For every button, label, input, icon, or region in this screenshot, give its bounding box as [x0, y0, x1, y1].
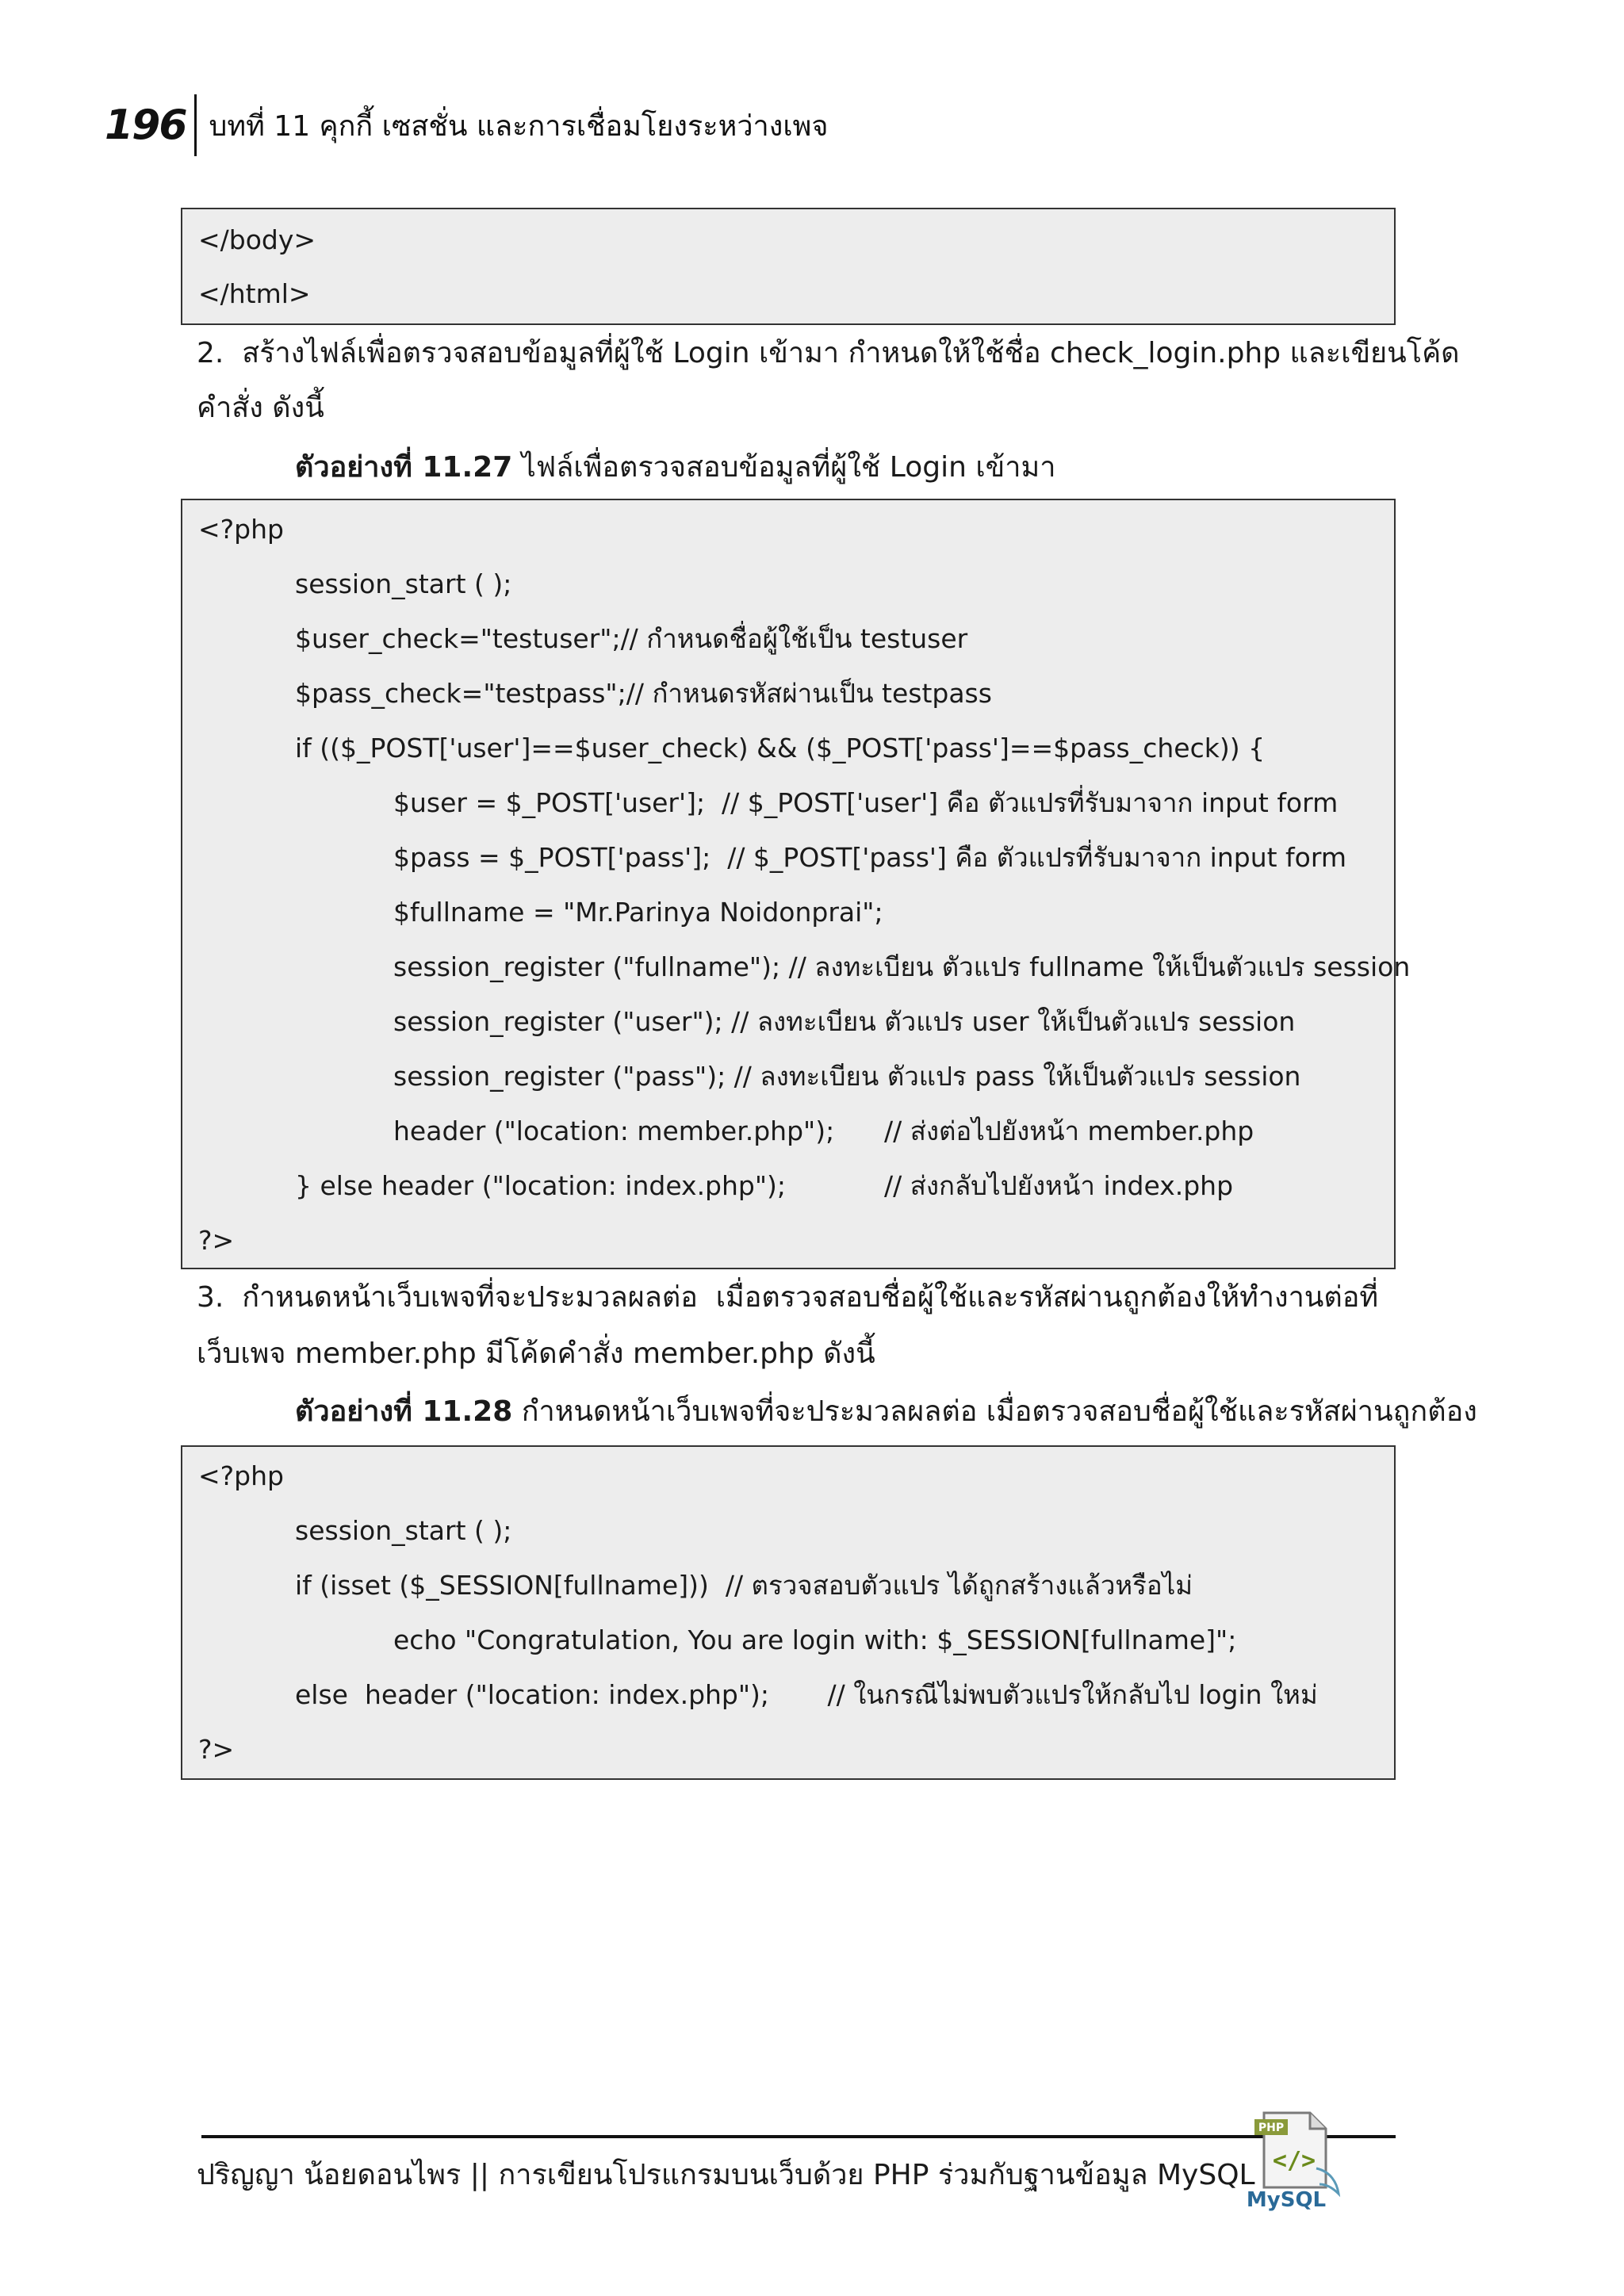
code-line: if (isset ($_SESSION[fullname])) // ตรวจสอบตัวแปร ได้ถูกสร้างแล้วหรือไม่ — [295, 1570, 1193, 1601]
example-label: ตัวอย่างที่ 11.28 — [295, 1395, 513, 1428]
code-line: session_start ( ); — [295, 1515, 512, 1546]
code-line: <?php — [198, 514, 284, 545]
chapter-title: บทที่ 11 คุกกี้ เซสชั่น และการเชื่อมโยงระหว่างเพจ — [209, 109, 829, 143]
php-mysql-logo-icon — [1237, 2105, 1348, 2216]
logo-word: MySQL — [1246, 2188, 1327, 2212]
code-line: session_register ("pass"); // ลงทะเบียน ตัวแปร pass ให้เป็นตัวแปร session — [393, 1061, 1301, 1092]
code-line: if (($_POST['user']==$user_check) && ($_POST['pass']==$pass_check)) { — [295, 733, 1266, 763]
example-11-28-caption — [295, 1395, 1477, 1428]
code-line: <?php — [198, 1460, 284, 1491]
code-line: header ("location: member.php"); — [393, 1115, 835, 1146]
code-block-check-login — [181, 499, 1411, 1269]
example-caption-text: กำหนดหน้าเว็บเพจที่จะประมวลผลต่อ เมื่อตรวจสอบชื่อผู้ใช้และรหัสผ่านถูกต้อง — [512, 1395, 1477, 1428]
example-label: ตัวอย่างที่ 11.27 — [295, 451, 513, 484]
code-line: </html> — [198, 278, 311, 309]
code-block-html-end — [181, 208, 1396, 325]
code-line: $pass = $_POST['pass']; // $_POST['pass'] คือ ตัวแปรที่รับมาจาก input form — [393, 842, 1346, 873]
logo-badge-text: PHP — [1258, 2122, 1285, 2134]
code-line: $user = $_POST['user']; // $_POST['user'] คือ ตัวแปรที่รับมาจาก input form — [393, 787, 1339, 818]
code-comment: // ส่งต่อไปยังหน้า member.php — [884, 1115, 1254, 1146]
code-block-member — [181, 1445, 1396, 1780]
code-line: ?> — [198, 1225, 235, 1256]
code-line: $fullname = "Mr.Parinya Noidonprai"; — [393, 897, 883, 928]
example-11-27-caption — [295, 453, 1055, 482]
code-line: else header ("location: index.php"); // ในกรณีไม่พบตัวแปรให้กลับไป login ใหม่ — [295, 1679, 1318, 1710]
page-number: 196 — [105, 101, 186, 149]
step-2-text-line-1: 2. สร้างไฟล์เพื่อตรวจสอบข้อมูลที่ผู้ใช้ Login เข้ามา กำหนดให้ใช้ชื่อ check_login.php และเขียนโค้ด — [197, 337, 1460, 369]
code-line: $pass_check="testpass";// กำหนดรหัสผ่านเป็น testpass — [295, 678, 992, 709]
logo-code-glyph: </> — [1272, 2147, 1316, 2175]
code-line: session_register ("user"); // ลงทะเบียน ตัวแปร user ให้เป็นตัวแปร session — [393, 1006, 1296, 1037]
code-line: $user_check="testuser";// กำหนดชื่อผู้ใช้เป็น testuser — [295, 623, 968, 654]
footer-text: ปริญญา น้อยดอนไพร || การเขียนโปรแกรมบนเว็บด้วย PHP ร่วมกับฐานข้อมูล MySQL — [197, 2159, 1255, 2191]
code-line: session_start ( ); — [295, 568, 512, 599]
header-divider — [194, 94, 197, 156]
code-line: </body> — [198, 224, 316, 255]
example-caption-text: ไฟล์เพื่อตรวจสอบข้อมูลที่ผู้ใช้ Login เข้ามา — [512, 451, 1056, 484]
code-line: ?> — [198, 1734, 235, 1765]
step-2-text-line-2: คำสั่ง ดังนี้ — [197, 392, 324, 424]
code-line: session_register ("fullname"); // ลงทะเบียน ตัวแปร fullname ให้เป็นตัวแปร session — [393, 951, 1411, 982]
code-line: echo "Congratulation, You are login with: $_SESSION[fullname]"; — [393, 1624, 1237, 1655]
footer-rule — [201, 2135, 1396, 2138]
step-3-text-line-1: 3. กำหนดหน้าเว็บเพจที่จะประมวลผลต่อ เมื่อตรวจสอบชื่อผู้ใช้และรหัสผ่านถูกต้องให้ทำงานต่อที่ — [197, 1281, 1379, 1314]
step-3-text-line-2: เว็บเพจ member.php มีโค้ดคำสั่ง member.php ดังนี้ — [197, 1337, 875, 1370]
code-line: } else header ("location: index.php"); — [295, 1170, 787, 1201]
code-comment: // ส่งกลับไปยังหน้า index.php — [884, 1170, 1234, 1201]
page-header — [105, 94, 828, 157]
